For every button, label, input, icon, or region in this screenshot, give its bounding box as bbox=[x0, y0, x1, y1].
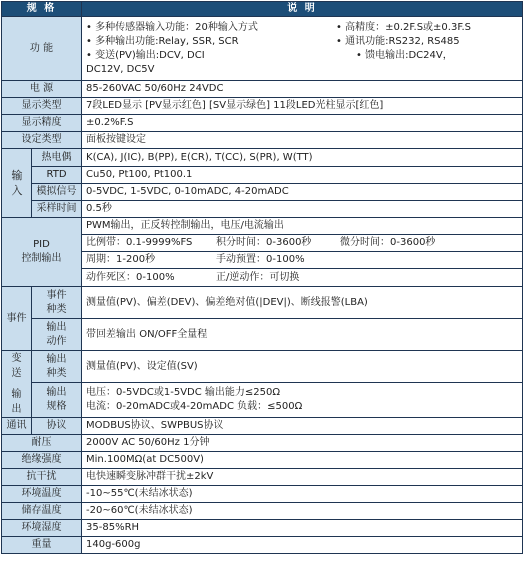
label-event-type: 事件 种类 bbox=[32, 287, 82, 319]
row-event-output bbox=[2, 319, 523, 351]
value-thermocouple: K(CA), J(IC), B(PP), E(CR), T(CC), S(PR), W(TT) bbox=[82, 149, 523, 167]
group-transmit: 变 送 输 出 bbox=[2, 351, 32, 418]
label-insulation: 绝缘强度 bbox=[2, 452, 82, 469]
label-setting: 设定类型 bbox=[2, 132, 82, 149]
pid-integral: 积分时间：0-3600秒 bbox=[216, 237, 312, 248]
pid-derivative: 微分时间：0-3600秒 bbox=[340, 237, 436, 248]
row-pid bbox=[2, 218, 523, 287]
value-insulation: Min.100MΩ(at DC500V) bbox=[82, 452, 523, 469]
row-transmit-type bbox=[2, 351, 523, 383]
label-pid-line1: PID bbox=[33, 239, 50, 250]
label-immunity: 抗干扰 bbox=[2, 469, 82, 486]
pid-period: 周期：1-200秒 bbox=[86, 254, 156, 265]
row-humidity bbox=[2, 520, 523, 537]
label-voltage: 耐压 bbox=[2, 435, 82, 452]
row-transmit-spec bbox=[2, 383, 523, 418]
transmit-voltage: 电压：0-5VDC或1-5VDC 输出能力≤250Ω bbox=[86, 387, 281, 399]
value-voltage: 2000V AC 50/60Hz 1分钟 bbox=[82, 435, 523, 452]
label-transmit-type: 输出 种类 bbox=[32, 351, 82, 383]
value-pid bbox=[82, 218, 523, 287]
label-pid-line2: 控制输出 bbox=[21, 253, 62, 264]
label-event-output: 输出 动作 bbox=[32, 319, 82, 351]
label-protocol: 协议 bbox=[32, 418, 82, 435]
pid-line3 bbox=[82, 252, 522, 269]
label-weight: 重量 bbox=[2, 537, 82, 554]
value-weight: 140g-600g bbox=[82, 537, 523, 554]
value-protocol: MODBUS协议、SWPBUS协议 bbox=[82, 418, 523, 435]
row-display bbox=[2, 98, 523, 115]
label-power: 电 源 bbox=[2, 81, 82, 98]
value-setting: 面板按键设定 bbox=[82, 132, 523, 149]
label-store-temp: 储存温度 bbox=[2, 503, 82, 520]
group-input: 输入 bbox=[2, 149, 32, 218]
row-event-type bbox=[2, 287, 523, 319]
value-immunity: 电快速瞬变脉冲群干扰±2kV bbox=[82, 469, 523, 486]
value-rtd: Cu50, Pt100, Pt100.1 bbox=[82, 167, 523, 184]
value-store-temp: -20~60℃(未结冰状态) bbox=[82, 503, 523, 520]
label-env-temp: 环境温度 bbox=[2, 486, 82, 503]
row-insulation bbox=[2, 452, 523, 469]
row-weight bbox=[2, 537, 523, 554]
func-line2a: • 多种输出功能:Relay, SSR, SCR bbox=[86, 35, 239, 47]
label-humidity: 环境湿度 bbox=[2, 520, 82, 537]
func-line1a: • 多种传感器输入功能：20种输入方式 bbox=[86, 21, 258, 33]
value-analog: 0-5VDC, 1-5VDC, 0-10mADC, 4-20mADC bbox=[82, 184, 523, 201]
row-input-rtd bbox=[2, 167, 523, 184]
group-event: 事件 bbox=[2, 287, 32, 351]
value-accuracy: ±0.2%F.S bbox=[82, 115, 523, 132]
header-description: 说 明 bbox=[82, 2, 523, 17]
pid-line1: PWM输出，正反转控制输出，电压/电流输出 bbox=[82, 218, 522, 235]
pid-direction: 正/逆动作：可切换 bbox=[216, 272, 300, 283]
label-rtd: RTD bbox=[32, 167, 82, 184]
row-setting bbox=[2, 132, 523, 149]
row-comm bbox=[2, 418, 523, 435]
transmit-current: 电流：0-20mADC或4-20mADC 负载：≤500Ω bbox=[86, 401, 303, 413]
value-display: 7段LED显示 [PV显示红色] [SV显示绿色] 11段LED光柱显示[红色] bbox=[82, 98, 523, 115]
row-store-temp bbox=[2, 503, 523, 520]
label-analog: 模拟信号 bbox=[32, 184, 82, 201]
label-display: 显示类型 bbox=[2, 98, 82, 115]
label-function: 功 能 bbox=[2, 17, 82, 81]
label-sample: 采样时间 bbox=[32, 201, 82, 218]
table-header-row bbox=[2, 2, 523, 17]
value-sample: 0.5秒 bbox=[82, 201, 523, 218]
value-env-temp: -10~55℃(未结冰状态) bbox=[82, 486, 523, 503]
func-line3b: • 馈电输出:DC24V， bbox=[356, 49, 453, 61]
value-transmit-spec bbox=[82, 383, 523, 418]
row-immunity bbox=[2, 469, 523, 486]
group-comm: 通讯 bbox=[2, 418, 32, 435]
pid-line4 bbox=[82, 269, 522, 286]
row-env-temp bbox=[2, 486, 523, 503]
row-power bbox=[2, 81, 523, 98]
func-line1b: • 高精度：±0.2F.S或±0.3F.S bbox=[336, 21, 472, 33]
value-event-type: 测量值(PV)、偏差(DEV)、偏差绝对值(|DEV|)、断线报警(LBA) bbox=[82, 287, 523, 319]
func-line2b: • 通讯功能:RS232, RS485 bbox=[336, 35, 460, 47]
value-humidity: 35-85%RH bbox=[82, 520, 523, 537]
row-input-tc bbox=[2, 149, 523, 167]
spec-table bbox=[1, 1, 523, 554]
label-pid bbox=[2, 218, 82, 287]
header-spec: 规 格 bbox=[2, 2, 82, 17]
func-line4: DC12V, DC5V bbox=[86, 63, 155, 75]
label-thermocouple: 热电偶 bbox=[32, 149, 82, 167]
pid-proportional: 比例带：0.1-9999%FS bbox=[86, 237, 193, 248]
func-line3a: • 变送(PV)输出:DCV, DCI bbox=[86, 49, 205, 61]
row-function bbox=[2, 17, 523, 81]
pid-line2 bbox=[82, 235, 522, 252]
row-accuracy bbox=[2, 115, 523, 132]
value-power: 85-260VAC 50/60Hz 24VDC bbox=[82, 81, 523, 98]
pid-manual-preset: 手动预置：0-100% bbox=[216, 254, 305, 265]
row-voltage bbox=[2, 435, 523, 452]
value-function bbox=[82, 17, 523, 81]
row-input-analog bbox=[2, 184, 523, 201]
label-accuracy: 显示精度 bbox=[2, 115, 82, 132]
value-event-output: 带回差输出 ON/OFF全量程 bbox=[82, 319, 523, 351]
pid-deadband: 动作死区：0-100% bbox=[86, 272, 175, 283]
row-input-sample bbox=[2, 201, 523, 218]
value-transmit-type: 测量值(PV)、设定值(SV) bbox=[82, 351, 523, 383]
label-transmit-spec: 输出 规格 bbox=[32, 383, 82, 418]
